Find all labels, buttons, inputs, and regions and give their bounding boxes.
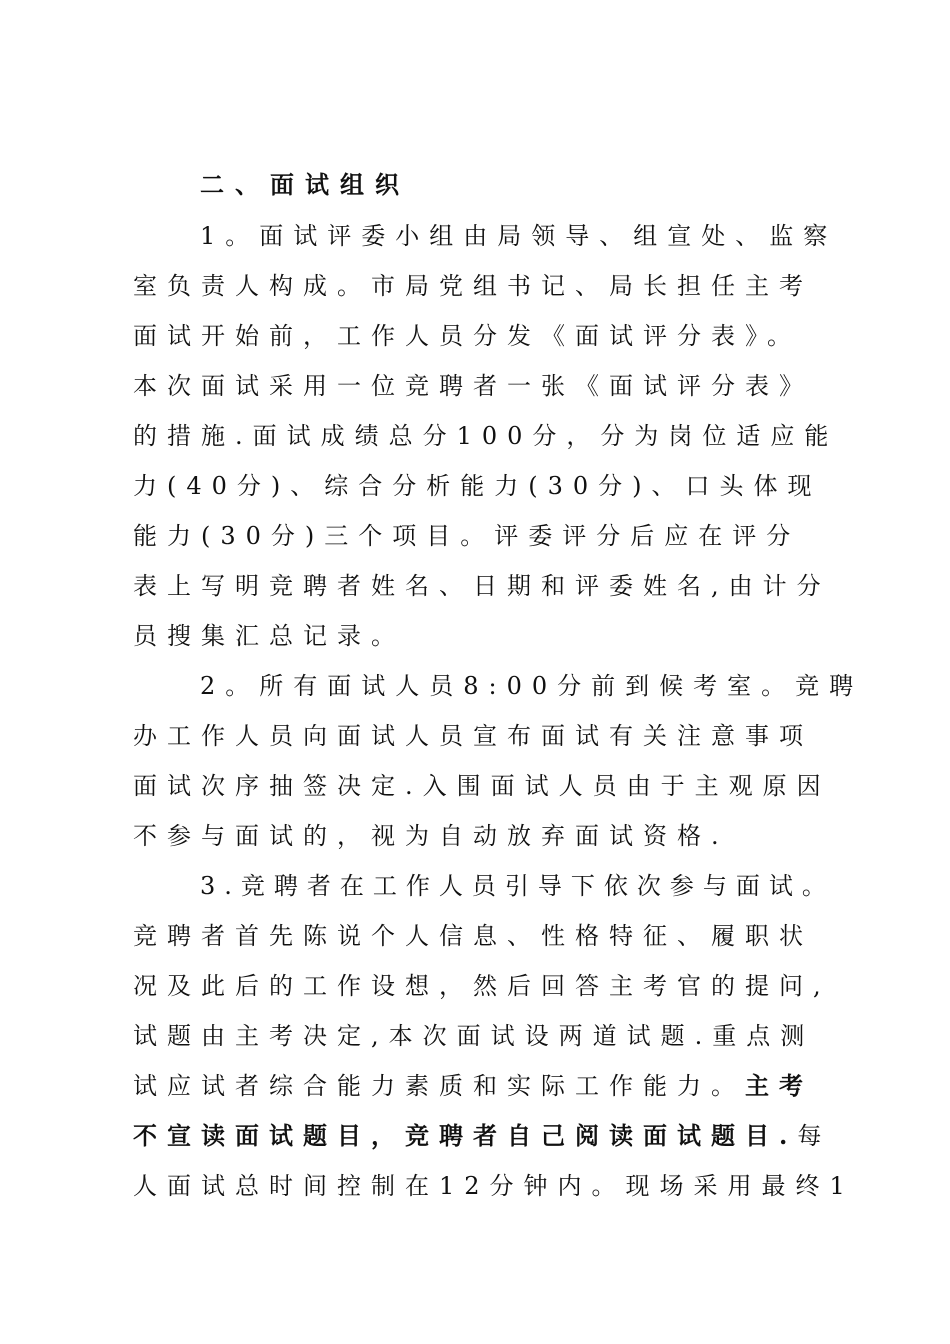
paragraph-1-line: 室负责人构成。市局党组书记、局长担任主考 [133, 272, 813, 300]
paragraph-1-line: 力(40分)、综合分析能力(30分)、口头体现 [133, 472, 822, 500]
paragraph-2-line: 2。所有面试人员8:00分前到候考室。竞聘 [200, 672, 864, 700]
paragraph-3-line: 况及此后的工作设想，然后回答主考官的提问, [133, 972, 831, 1000]
paragraph-1-line: 本次面试采用一位竞聘者一张《面试评分表》 [133, 372, 813, 400]
paragraph-3-line [133, 1121, 831, 1151]
normal-text: 每 [797, 1122, 832, 1150]
paragraph-3-line: 3.竞聘者在工作人员引导下依次参与面试。 [200, 872, 835, 900]
paragraph-3-line [133, 1071, 813, 1101]
paragraph-2-line: 办工作人员向面试人员宣布面试有关注意事项 [133, 722, 813, 750]
paragraph-1-line: 的措施.面试成绩总分100分，分为岗位适应能 [133, 422, 839, 450]
paragraph-3-line: 试题由主考决定,本次面试设两道试题.重点测 [133, 1022, 815, 1050]
paragraph-1-line: 1。面试评委小组由局领导、组宣处、监察 [200, 222, 838, 250]
paragraph-3-line: 人面试总时间控制在12分钟内。现场采用最终1 [133, 1172, 855, 1200]
paragraph-1-line: 能力(30分)三个项目。评委评分后应在评分 [133, 522, 801, 550]
paragraph-2-line: 面试次序抽签决定.入围面试人员由于主观原因 [133, 772, 831, 800]
section-heading: 二、面试组织 [200, 171, 410, 199]
paragraph-1-line: 面试开始前，工作人员分发《面试评分表》。 [133, 322, 801, 350]
paragraph-3-line: 竞聘者首先陈说个人信息、性格特征、履职状 [133, 922, 813, 950]
emphasized-text: 主考 [745, 1071, 813, 1100]
normal-text: 试应试者综合能力素质和实际工作能力。 [133, 1072, 745, 1100]
paragraph-2-line: 不参与面试的，视为自动放弃面试资格. [133, 822, 729, 850]
paragraph-1-line: 员搜集汇总记录。 [133, 622, 405, 650]
paragraph-1-line: 表上写明竞聘者姓名、日期和评委姓名,由计分 [133, 572, 831, 600]
emphasized-text: 不宣读面试题目，竞聘者自己阅读面试题目. [133, 1121, 798, 1150]
